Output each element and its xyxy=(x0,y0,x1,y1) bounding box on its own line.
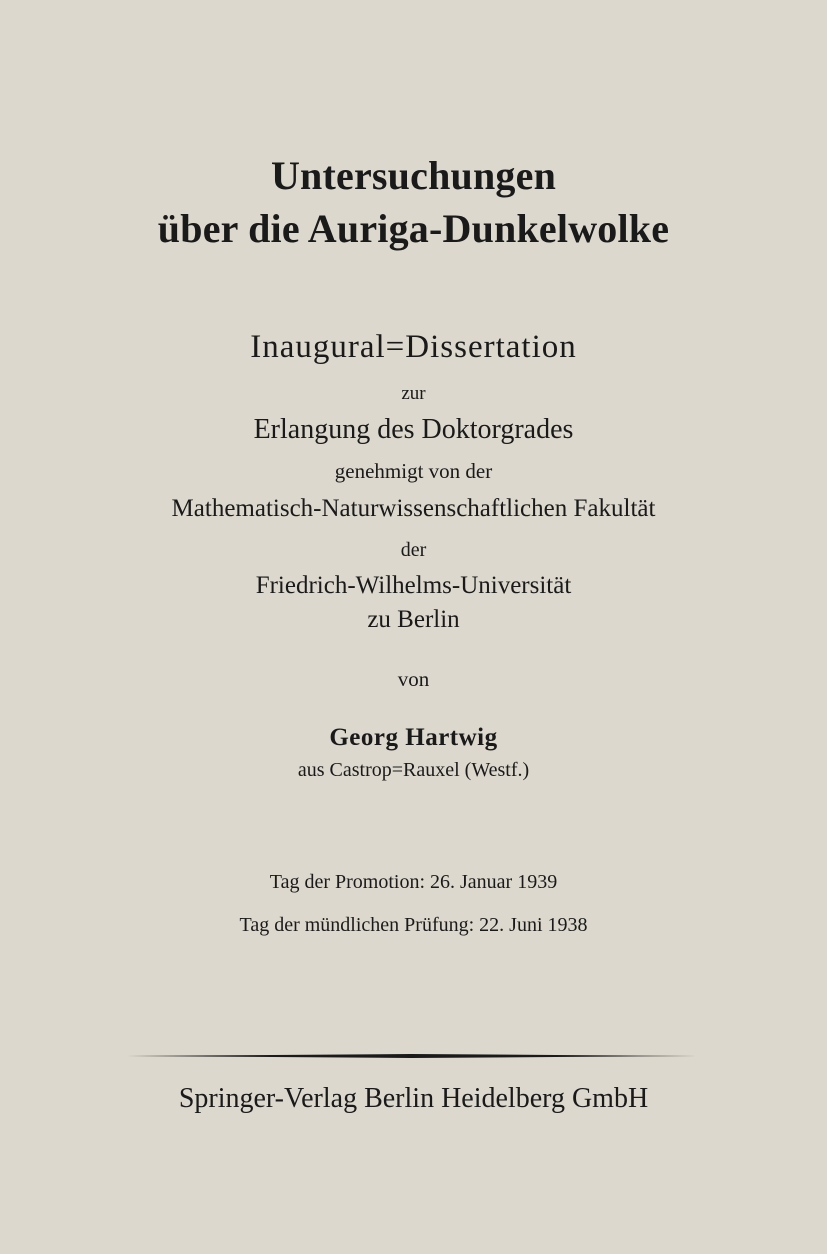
university-name: Friedrich-Wilhelms-Universität xyxy=(255,572,572,599)
degree-purpose: Erlangung des Doktorgrades xyxy=(253,414,574,445)
der-text: der xyxy=(400,539,427,561)
approved-by-text: genehmigt von der xyxy=(334,459,493,483)
author-name: Georg Hartwig xyxy=(329,724,498,751)
author-origin: aus Castrop=Rauxel (Westf.) xyxy=(297,759,530,781)
publisher-name: Springer-Verlag Berlin Heidelberg GmbH xyxy=(178,1083,649,1114)
title-line-1: Untersuchungen xyxy=(270,153,557,198)
faculty-name: Mathematisch-Naturwissenschaftlichen Fakultät xyxy=(171,495,656,522)
von-text: von xyxy=(397,667,430,691)
title-line-2: über die Auriga-Dunkelwolke xyxy=(157,206,670,251)
zur-text: zur xyxy=(401,383,426,404)
divider-rule xyxy=(125,1054,697,1058)
university-city: zu Berlin xyxy=(367,606,460,633)
divider-rule-graphic xyxy=(125,1054,697,1058)
oral-exam-date: Tag der mündlichen Prüfung: 22. Juni 1938 xyxy=(239,914,588,936)
dissertation-type: Inaugural=Dissertation xyxy=(250,329,577,365)
promotion-date: Tag der Promotion: 26. Januar 1939 xyxy=(269,871,558,893)
divider-rule-shape xyxy=(125,1054,697,1058)
